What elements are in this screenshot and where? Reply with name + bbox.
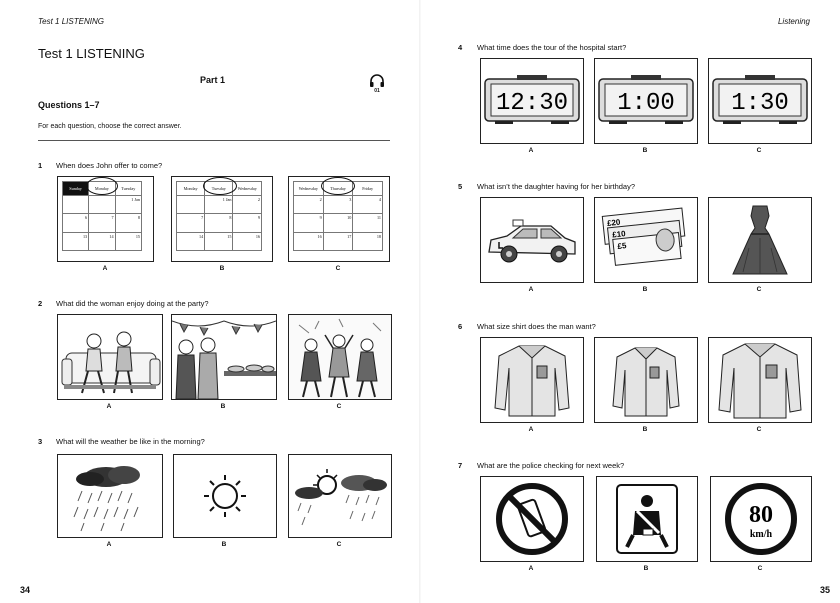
question-5-number: 5 [458, 182, 463, 191]
calendar-cell: 15 [205, 232, 233, 250]
banknotes-icon [595, 198, 697, 282]
calendar [293, 181, 383, 251]
calendar-cell: 7 [89, 214, 115, 232]
calendar-cell: 11 [353, 214, 383, 232]
calendar-header: Tuesday [205, 182, 233, 196]
banknote-value: £20 [606, 217, 621, 228]
calendar-header: Monday [177, 182, 205, 196]
q2-option-b[interactable] [171, 314, 277, 400]
question-1-number: 1 [38, 161, 43, 170]
two-women-chatting-illustration [58, 315, 162, 399]
digital-clock-icon [709, 59, 811, 143]
seat-belt-icon [597, 477, 697, 561]
q4-option-a[interactable] [480, 58, 584, 144]
calendar-header: Wednesday [233, 182, 262, 196]
calendar-cell: 8 [115, 214, 141, 232]
right-page [420, 0, 840, 603]
question-4-text: What time does the tour of the hospital start? [477, 43, 627, 52]
q4-option-c[interactable] [708, 58, 812, 144]
questions-heading: Questions 1–7 [38, 100, 100, 110]
q5-label-a: A [528, 286, 534, 293]
speed-limit-sign-icon [711, 477, 811, 561]
calendar-cell: 2 [294, 196, 324, 214]
q1-label-b: B [219, 265, 225, 272]
car-icon [481, 198, 583, 282]
calendar-cell: 10 [323, 214, 353, 232]
speed-limit-unit: km/h [749, 529, 773, 540]
calendar-cell [63, 196, 89, 214]
calendar-cell: 1 Jan [115, 196, 141, 214]
calendar-cell: 16 [233, 232, 262, 250]
q6-label-c: C [756, 426, 762, 433]
running-head-right: Listening [777, 17, 810, 26]
calendar-cell: 16 [294, 232, 324, 250]
q1-option-c[interactable] [288, 176, 390, 262]
q7-label-a: A [528, 565, 534, 572]
rain-cloud-icon [58, 455, 162, 537]
circle-mark [86, 177, 118, 195]
clock-time: 1:30 [731, 90, 789, 117]
q6-label-b: B [642, 426, 648, 433]
instruction-text: For each question, choose the correct answer. [38, 123, 182, 130]
shirt-icon [595, 338, 697, 422]
divider [38, 140, 390, 141]
calendar-cell: 6 [63, 214, 89, 232]
digital-clock-icon [595, 59, 697, 143]
calendar-cell: 7 [177, 214, 205, 232]
part-heading: Part 1 [200, 75, 226, 85]
question-4-number: 4 [458, 43, 463, 52]
q2-option-c[interactable] [288, 314, 392, 400]
question-7-text: What are the police checking for next week? [477, 461, 625, 470]
calendar-cell: 14 [177, 232, 205, 250]
q6-option-b[interactable] [594, 337, 698, 423]
circle-mark [203, 177, 237, 195]
q4-label-c: C [756, 147, 762, 154]
calendar-cell: 8 [205, 214, 233, 232]
q7-label-c: C [757, 565, 763, 572]
question-6-text: What size shirt does the man want? [477, 322, 596, 331]
q6-label-a: A [528, 426, 534, 433]
calendar-cell: 13 [63, 232, 89, 250]
q4-label-b: B [642, 147, 648, 154]
page-title: Test 1 LISTENING [38, 46, 145, 61]
calendar-cell: 3 [323, 196, 353, 214]
q5-option-c[interactable] [708, 197, 812, 283]
q2-label-c: C [336, 403, 342, 410]
q3-option-b[interactable] [173, 454, 277, 538]
track-number: 01 [374, 88, 380, 94]
question-2-number: 2 [38, 299, 43, 308]
calendar-cell [177, 196, 205, 214]
calendar-header: Sunday [63, 182, 89, 196]
q3-label-a: A [106, 541, 112, 548]
q4-label-a: A [528, 147, 534, 154]
calendar-cell: 9 [233, 214, 262, 232]
page-number-left: 34 [20, 585, 31, 595]
calendar-cell: 2 [233, 196, 262, 214]
q7-label-b: B [643, 565, 649, 572]
clock-time: 1:00 [617, 90, 675, 117]
q1-option-b[interactable] [171, 176, 273, 262]
q5-label-c: C [756, 286, 762, 293]
digital-clock-icon [481, 59, 583, 143]
q1-option-a[interactable] [57, 176, 154, 262]
q2-option-a[interactable] [57, 314, 163, 400]
calendar-header: Wednesday [294, 182, 324, 196]
q7-option-b[interactable] [596, 476, 698, 562]
calendar-cell: 15 [115, 232, 141, 250]
calendar [176, 181, 262, 251]
q3-option-c[interactable] [288, 454, 392, 538]
clock-time: 12:30 [495, 90, 569, 117]
sun-and-rain-icon [289, 455, 391, 537]
dress-icon [709, 198, 811, 282]
q5-option-b[interactable] [594, 197, 698, 283]
calendar-cell: 9 [294, 214, 324, 232]
calendar-cell [89, 196, 115, 214]
calendar-header: Thursday [323, 182, 353, 196]
audio-track[interactable] [367, 74, 387, 94]
calendar-header: Friday [353, 182, 383, 196]
q7-option-c[interactable] [710, 476, 812, 562]
sun-icon [174, 455, 276, 537]
calendar-cell: 18 [353, 232, 383, 250]
banknote-value: £5 [617, 241, 627, 251]
running-head-left: Test 1 LISTENING [38, 17, 104, 26]
page-number-right: 35 [819, 585, 830, 595]
shirt-icon [709, 338, 811, 422]
q1-label-c: C [335, 265, 341, 272]
q3-label-c: C [336, 541, 342, 548]
q2-label-a: A [106, 403, 112, 410]
q2-label-b: B [220, 403, 226, 410]
speed-limit-value: 80 [749, 502, 773, 528]
dancing-women-illustration [289, 315, 391, 399]
q1-label-a: A [102, 265, 108, 272]
q5-option-a[interactable] [480, 197, 584, 283]
shirt-icon [481, 338, 583, 422]
question-3-number: 3 [38, 437, 43, 446]
question-3-text: What will the weather be like in the morning? [56, 437, 205, 446]
q3-label-b: B [221, 541, 227, 548]
q6-option-a[interactable] [480, 337, 584, 423]
no-mobile-phone-icon [481, 477, 583, 561]
calendar [62, 181, 142, 251]
question-5-text: What isn’t the daughter having for her birthday? [477, 182, 636, 191]
question-1-text: When does John offer to come? [56, 161, 163, 170]
calendar-cell: 17 [323, 232, 353, 250]
q6-option-c[interactable] [708, 337, 812, 423]
banknote-value: £10 [611, 229, 627, 240]
q5-label-b: B [642, 286, 648, 293]
q3-option-a[interactable] [57, 454, 163, 538]
calendar-cell: 1 Jan [205, 196, 233, 214]
calendar-cell: 14 [89, 232, 115, 250]
party-food-table-illustration [172, 315, 276, 399]
question-2-text: What did the woman enjoy doing at the party? [56, 299, 209, 308]
q7-option-a[interactable] [480, 476, 584, 562]
q4-option-b[interactable] [594, 58, 698, 144]
calendar-header: Tuesday [115, 182, 141, 196]
question-7-number: 7 [458, 461, 463, 470]
circle-mark [321, 177, 355, 195]
question-6-number: 6 [458, 322, 463, 331]
headphones-icon [367, 74, 387, 88]
calendar-header: Monday [89, 182, 115, 196]
calendar-cell: 4 [353, 196, 383, 214]
